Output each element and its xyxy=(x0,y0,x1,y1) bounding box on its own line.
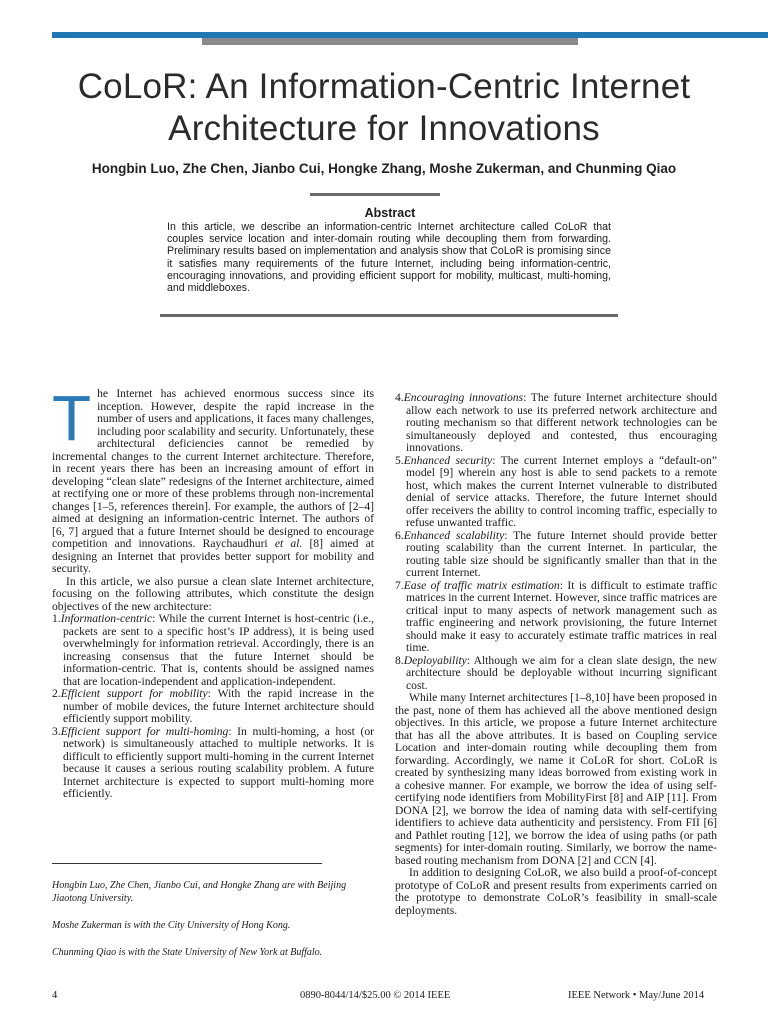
body-paragraph: While many Internet architectures [1–8,10] have been proposed in the past, none of them has achieved all the above mentioned design objectives. In this article, we propose a future Internet architecture that has all the above attributes. It is based on Coupling service Location and inter-domain routing while decoupling them from forwarding. Accordingly, we name it CoLoR for short. CoLoR is created by synthesizing many ideas borrowed from existing work in a cohesive manner. For example, we borrow the idea of using self-certifying node identifiers from MobilityFirst [8] and AIP [11]. From DONA [2], we borrow the idea of naming data with self-certifying identifiers to achieve data authenticity and persistency. From FII [6] and Pathlet routing [12], we borrow the idea of using paths (or path segments) for inter-domain routing. Similarly, we borrow the name-based routing mechanism from DONA [2] and CCN [4]. xyxy=(395,691,717,867)
drop-cap: T xyxy=(52,382,92,454)
footnote-divider xyxy=(52,863,322,864)
intro-paragraph: The Internet has achieved enormous success since its inception. However, despite the rapid increase in the number of users and applications, it faces many challenges, including poor scalability and security. Unfortunately, these architectural deficiencies cannot be remedied by incremental changes to the current Internet architecture. Therefore, in recent years there has been an increasing amount of effort in developing “clean slate” redesigns of the Internet architecture, aimed at rectifying one or more of these problems through non-incremental changes [1–5, references therein]. For example, the authors of [2–4] aimed at designing an information-centric Internet. The authors of [6, 7] argued that a future Internet should be designed to encourage competition and innovations. Raychaudhuri et al. [8] aimed at designing an Internet that provides better support for mobility and security. xyxy=(52,382,374,575)
footnote-affiliation-2: Moshe Zukerman is with the City University of Hong Kong. xyxy=(52,920,291,931)
list-item: 8.Deployability: Although we aim for a clean slate design, the new architecture should be deployable without incurring significant cost. xyxy=(395,653,717,692)
top-gray-rule xyxy=(202,38,578,45)
journal-info: IEEE Network • May/June 2014 xyxy=(568,990,705,1001)
list-item: 3.Efficient support for multi-homing: In multi-homing, a host (or network) is simultaneously attached to multiple networks. It is difficult to efficiently support multi-homing in the current Internet because it causes a serious routing scalability problem. A future Internet architecture is expected to support multi-homing more efficiently. xyxy=(52,724,374,800)
intro-paragraph-2: In this article, we also pursue a clean slate Internet architecture, focusing on the following attributes, which constitute the design objectives of the new architecture: xyxy=(52,574,374,613)
footnote-affiliation-1: Hongbin Luo, Zhe Chen, Jianbo Cui, and Hongke Zhang are with Beijing Jiaotong University. xyxy=(52,880,347,904)
list-item: 7.Ease of traffic matrix estimation: It is difficult to estimate traffic matrices in the current Internet. However, since traffic matrices are critical input to many aspects of network management such as traffic engineering and network provisioning, the future Internet should make it easy to accurately estimate traffic matrices in real time. xyxy=(395,578,717,654)
list-item: 2.Efficient support for mobility: With the rapid increase in the number of mobile devices, the future Internet architecture should efficiently support mobility. xyxy=(52,687,374,725)
article-title xyxy=(52,66,716,150)
footnote-affiliation-3: Chunming Qiao is with the State University of New York at Buffalo. xyxy=(52,947,323,958)
title-line-1: CoLoR: An Information-Centric Internet xyxy=(77,67,691,106)
author-divider xyxy=(310,193,440,196)
title-line-2: Architecture for Innovations xyxy=(168,109,600,148)
list-item: 6.Enhanced scalability: The future Internet should provide better routing scalability than the current Internet. In particular, the routing table size should be significantly smaller than that in the current Internet. xyxy=(395,528,718,579)
abstract-heading: Abstract xyxy=(364,206,416,220)
page-number: 4 xyxy=(52,990,58,1001)
list-item: 5.Enhanced security: The current Internet employs a “default-on” model [9] wherein any host is able to send packets to a remote host, which makes the current Internet vulnerable to distributed denial of service attacks. Therefore, the future Internet should offer receivers the ability to control incoming traffic, especially to refuse unwanted traffic. xyxy=(395,453,717,529)
column-right xyxy=(395,392,717,917)
list-item: 4.Encouraging innovations: The future Internet architecture should allow each network to use its preferred network architecture and routing mechanism so that different network technologies can be simultaneously deployed and contested, thus encouraging innovations. xyxy=(395,391,718,454)
author-list: Hongbin Luo, Zhe Chen, Jianbo Cui, Hongke Zhang, Moshe Zukerman, and Chunming Qiao xyxy=(91,161,677,176)
abstract-text: In this article, we describe an information-centric Internet architecture called CoLoR that couples service location and inter-domain routing while decoupling them from forwarding. Preliminary results based on implementation and analysis show that CoLoR is promising since it satisfies many requirements of the future Internet, including being information-centric, encouraging innovations, and providing efficient support for mobility, multicast, multi-homing, and middleboxes. xyxy=(167,221,611,295)
list-item: 1.Information-centric: While the current Internet is host-centric (i.e., packets are sent to a specific host’s IP address), it is being used overwhelmingly for information retrieval. Accordingly, there is an increasing consensus that the future Internet should be information-centric. That is, contents should be assigned names that are location-independent and application-independent. xyxy=(52,612,374,688)
copyright-code: 0890-8044/14/$25.00 © 2014 IEEE xyxy=(300,990,451,1001)
column-left xyxy=(52,382,374,801)
abstract-divider xyxy=(160,314,618,317)
body-paragraph: In addition to designing CoLoR, we also build a proof-of-concept prototype of CoLoR and present results from experiments carried on the prototype to demonstrate CoLoR’s feasibility in small-scale deployments. xyxy=(395,866,717,917)
